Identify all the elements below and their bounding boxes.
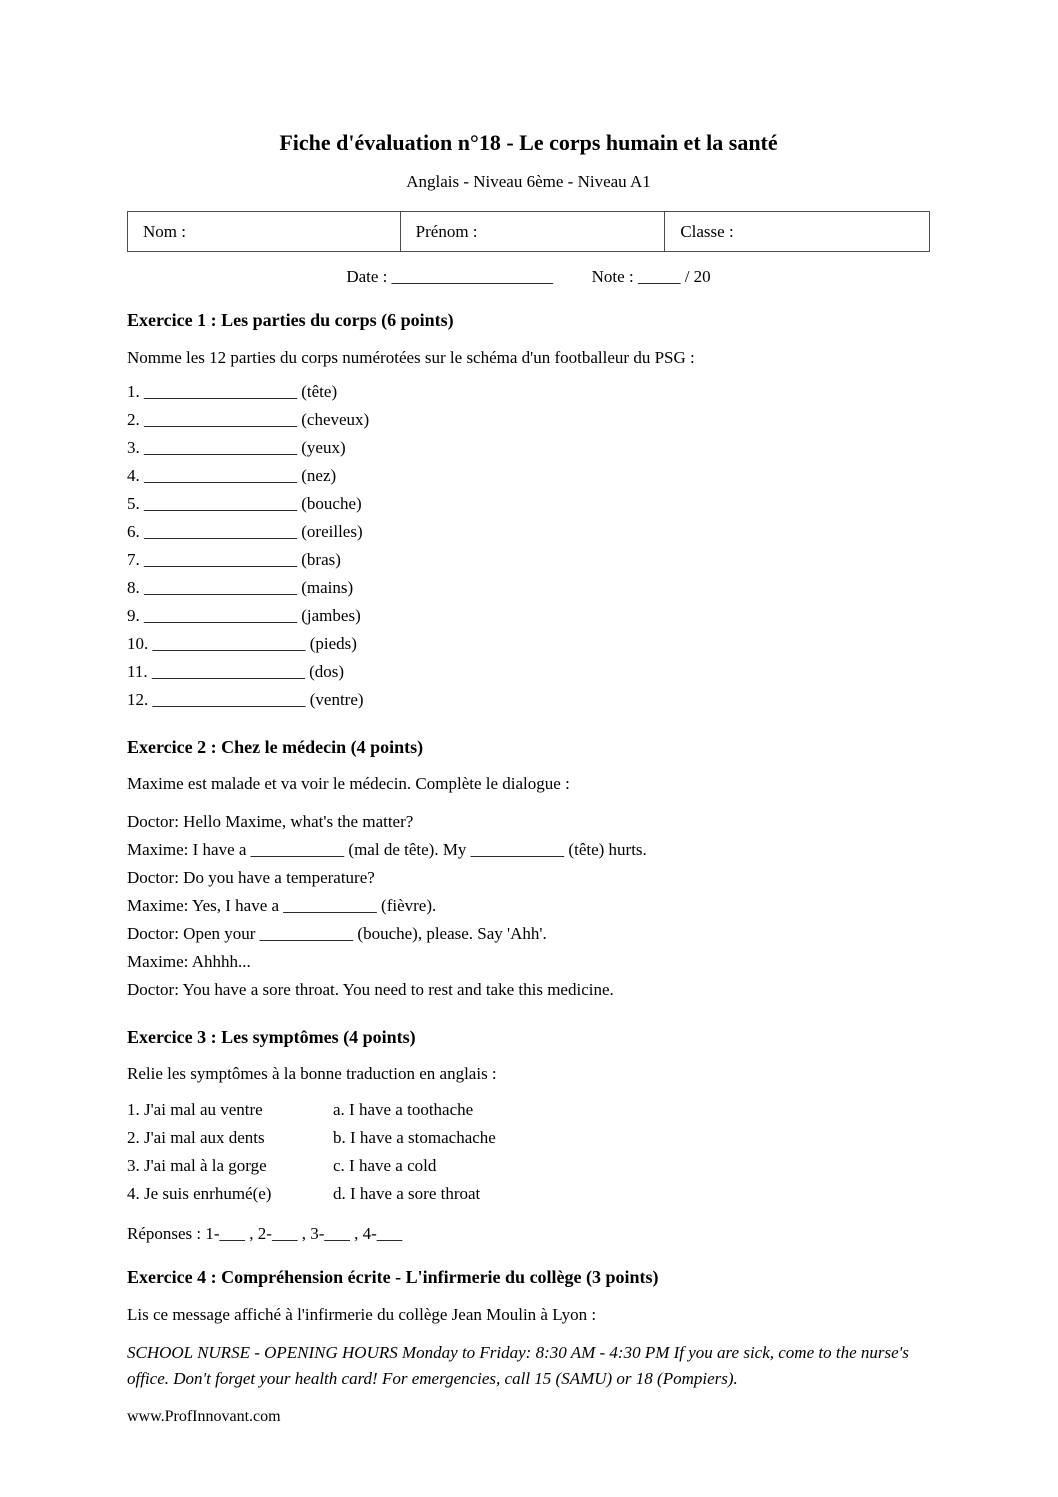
answer-blank: __________________ [151, 661, 305, 681]
answer-hint: (jambes) [301, 605, 361, 625]
answer-hint: (dos) [309, 661, 345, 681]
note-total: / 20 [684, 267, 711, 287]
answer-blank: __________________ [144, 493, 297, 513]
note-label: Note : [591, 267, 634, 287]
dialogue-line: Maxime: Ahhhh... [127, 951, 251, 971]
list-item: 12. __________________ (ventre) [127, 689, 364, 709]
exercise2-instruction: Maxime est malade et va voir le médecin. Complète le dialogue : [127, 774, 570, 794]
dialogue-line: Maxime: Yes, I have a ___________ (fièvre). [127, 895, 437, 915]
list-item: 1. __________________ (tête) [127, 381, 338, 401]
list-item: 4. __________________ (nez) [127, 465, 337, 485]
match-french: 4. Je suis enrhumé(e) [127, 1184, 272, 1204]
match-row [127, 1124, 930, 1152]
answer-hint: (yeux) [301, 437, 346, 457]
nurse-notice-text: SCHOOL NURSE - OPENING HOURS Monday to Friday: 8:30 AM - 4:30 PM If you are sick, come to the nurse's office. Don't forget your health card! For emergencies, call 15 (SAMU) or 18 (Pompiers). [127, 1342, 909, 1388]
list-item: 10. __________________ (pieds) [127, 633, 357, 653]
answer-hint: (pieds) [309, 633, 357, 653]
match-english: c. I have a cold [333, 1156, 437, 1176]
doctor-dialogue [127, 808, 930, 1004]
match-french: 2. J'ai mal aux dents [127, 1128, 265, 1148]
list-item: 5. __________________ (bouche) [127, 493, 362, 513]
answer-hint: (cheveux) [301, 409, 370, 429]
answer-hint: (ventre) [309, 689, 364, 709]
dialogue-line: Doctor: Do you have a temperature? [127, 867, 375, 887]
match-english: b. I have a stomachache [333, 1128, 496, 1148]
answer-hint: (oreilles) [301, 521, 363, 541]
exercise1-heading: Exercice 1 : Les parties du corps (6 points) [127, 310, 454, 331]
dialogue-line: Maxime: I have a ___________ (mal de tête). My ___________ (tête) hurts. [127, 839, 647, 859]
prenom-cell [400, 212, 665, 252]
page-subtitle: Anglais - Niveau 6ème - Niveau A1 [406, 172, 651, 192]
dialogue-line: Doctor: Hello Maxime, what's the matter? [127, 811, 414, 831]
dialogue-line: Doctor: You have a sore throat. You need to rest and take this medicine. [127, 979, 614, 999]
match-english: a. I have a toothache [333, 1100, 474, 1120]
match-row [127, 1152, 930, 1180]
match-english: d. I have a sore throat [333, 1184, 481, 1204]
responses-line: Réponses : 1-___ , 2-___ , 3-___ , 4-___ [127, 1224, 403, 1244]
answer-blank: __________________ [144, 409, 297, 429]
list-item: 7. __________________ (bras) [127, 549, 341, 569]
answer-blank: __________________ [152, 633, 306, 653]
list-item: 3. __________________ (yeux) [127, 437, 346, 457]
date-blank: ___________________ [391, 267, 554, 287]
student-info-row [128, 212, 930, 252]
answer-blank: __________________ [144, 605, 297, 625]
classe-cell [665, 212, 930, 252]
list-item: 9. __________________ (jambes) [127, 605, 361, 625]
matching-list [127, 1096, 930, 1208]
date-label: Date : [346, 267, 388, 287]
classe-label: Classe : [680, 221, 734, 241]
exercise2-heading: Exercice 2 : Chez le médecin (4 points) [127, 736, 424, 757]
match-row [127, 1180, 930, 1208]
nom-label: Nom : [143, 221, 186, 241]
body-parts-list [127, 378, 930, 714]
answer-blank: __________________ [144, 381, 297, 401]
exercise4-instruction: Lis ce message affiché à l'infirmerie du collège Jean Moulin à Lyon : [127, 1304, 597, 1324]
list-item: 11. __________________ (dos) [127, 661, 345, 681]
answer-hint: (bouche) [301, 493, 362, 513]
list-item: 6. __________________ (oreilles) [127, 521, 363, 541]
prenom-label: Prénom : [415, 221, 478, 241]
answer-hint: (nez) [301, 465, 337, 485]
student-info-table [127, 211, 930, 252]
exercise4-heading: Exercice 4 : Compréhension écrite - L'infirmerie du collège (3 points) [127, 1267, 659, 1288]
answer-blank: __________________ [144, 577, 297, 597]
exercise1-instruction: Nomme les 12 parties du corps numérotées sur le schéma d'un footballeur du PSG : [127, 347, 695, 367]
answer-blank: __________________ [152, 689, 306, 709]
answer-hint: (tête) [301, 381, 338, 401]
answer-hint: (mains) [301, 577, 354, 597]
nom-cell [128, 212, 401, 252]
list-item: 2. __________________ (cheveux) [127, 409, 370, 429]
match-french: 3. J'ai mal à la gorge [127, 1156, 267, 1176]
answer-blank: __________________ [144, 465, 297, 485]
answer-blank: __________________ [144, 549, 297, 569]
exercise3-instruction: Relie les symptômes à la bonne traduction en anglais : [127, 1064, 497, 1084]
match-row [127, 1096, 930, 1124]
date-note-line [127, 267, 930, 287]
exercise3-heading: Exercice 3 : Les symptômes (4 points) [127, 1026, 416, 1047]
footer-website: www.ProfInnovant.com [127, 1408, 281, 1425]
page-title: Fiche d'évaluation n°18 - Le corps humain et la santé [279, 130, 778, 155]
list-item: 8. __________________ (mains) [127, 577, 354, 597]
note-blank: _____ [637, 267, 681, 287]
answer-blank: __________________ [144, 521, 297, 541]
dialogue-line: Doctor: Open your ___________ (bouche), please. Say 'Ahh'. [127, 923, 547, 943]
answer-blank: __________________ [144, 437, 297, 457]
match-french: 1. J'ai mal au ventre [127, 1100, 263, 1120]
answer-hint: (bras) [301, 549, 341, 569]
